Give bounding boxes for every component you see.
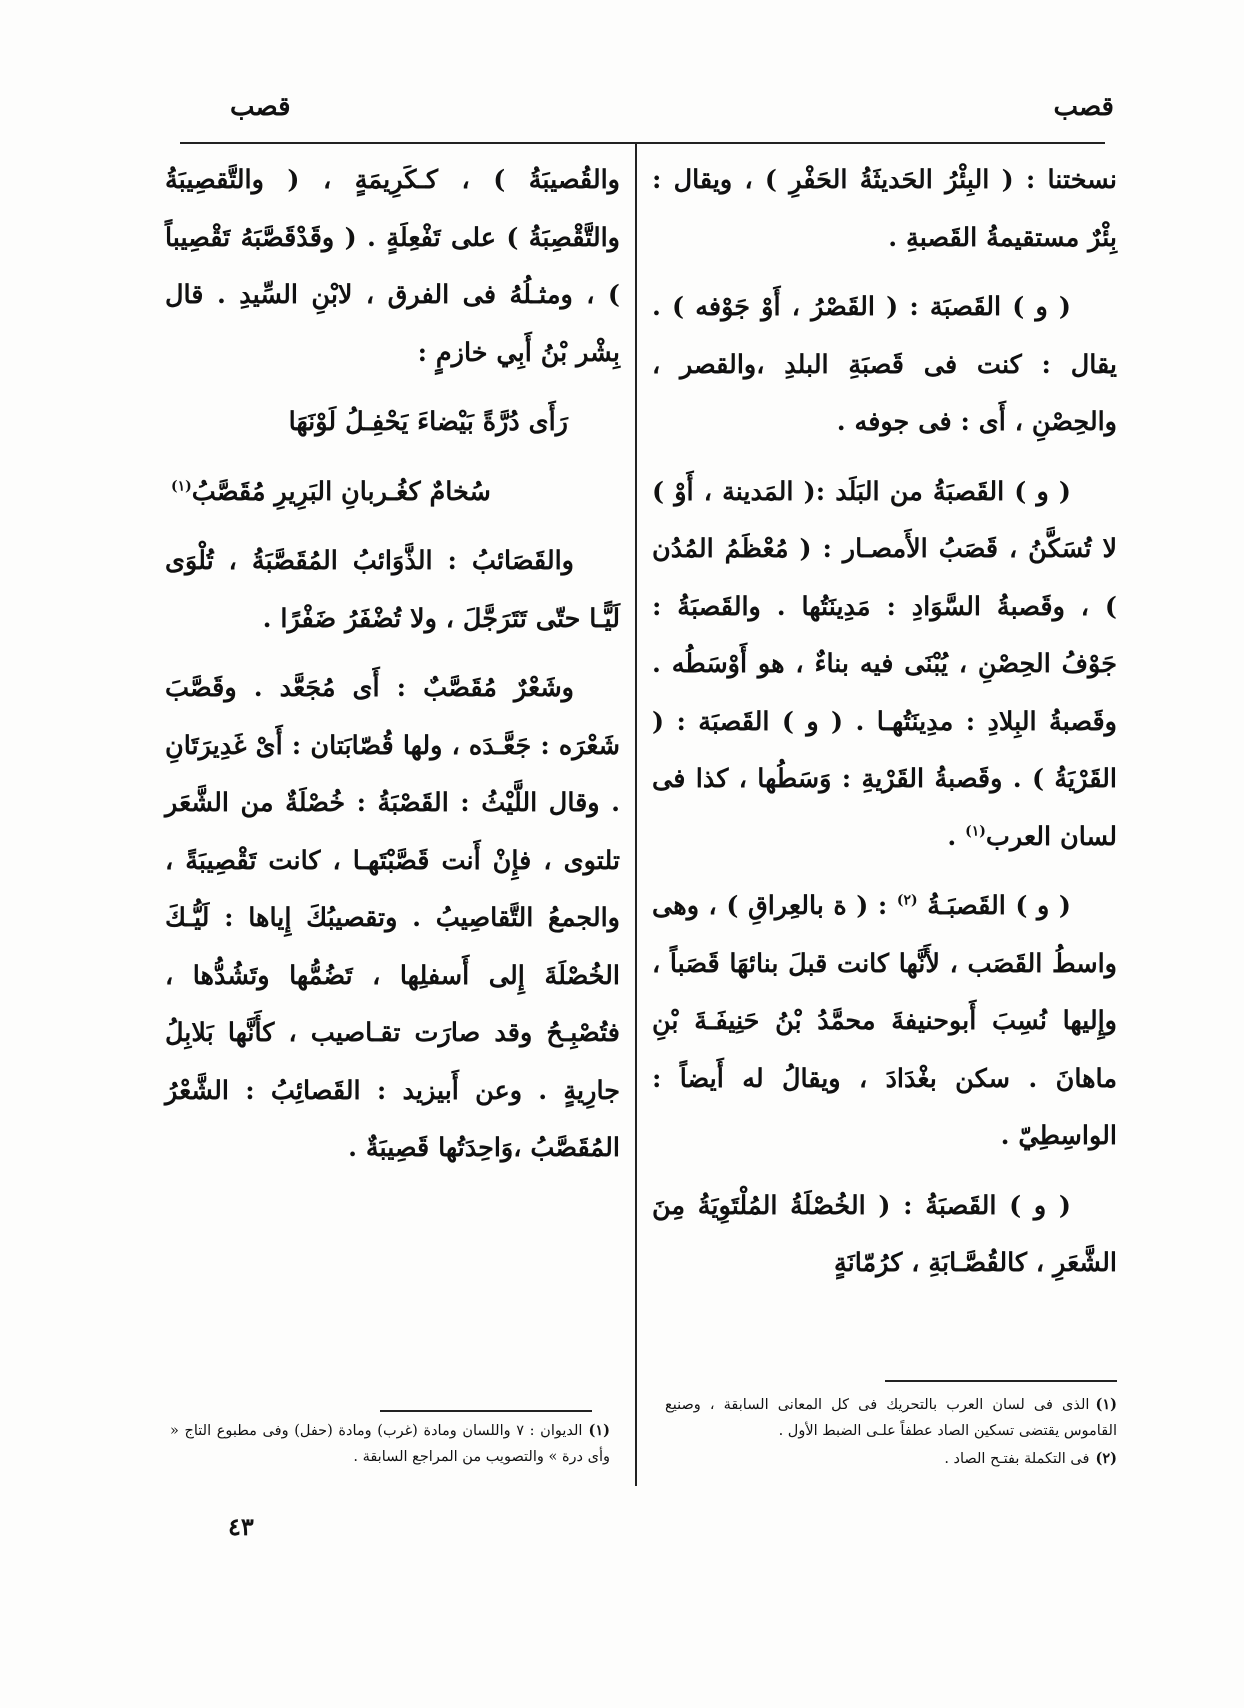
verse-line: سُخامٌ كغُـربانِ البَرِيرِ مُقَصَّبُ$^{(١)}$ <box>171 476 491 507</box>
left-column <box>165 152 620 1190</box>
paragraph: نسختنا : ( البِئْرُ الحَديثَةُ الحَفْرِ ) ، ويقال : بِئْرٌ مستقيمةُ القَصبةِ . <box>652 165 1117 253</box>
paragraph: وشَعْرٌ مُقَصَّبٌ : أَى مُجَعَّد . وقَصَّبَ شَعْرَه : جَعَّـدَه ، ولها قُصّابَتان : أَىْ غَدِيرَتَانِ . وقال اللَّيْثُ : القَصْبَةُ : خُصْلَةٌ من الشَّعَر تلتوى ، فإِنْ أَنت قَصَّبْتَهـا ، كانت تَقْصِيبَةً ، والجمعُ التَّقاصِيبُ . وتقصيبُكَ إِياها : لَيُّـكَ الخُصْلَةَ إِلى أَسفلِها ، تَضُمُّها وتَشُدُّها ، فتُصْبِـحُ وقد صارَت تقـاصيب ، كأَنَّها بَلابِلُ جارِيةٍ . وعن أَبيزيد : القَصائِبُ : الشَّعْرُ المُقَصَّبُ ،وَاحِدَتُها قَصِيبَةٌ . <box>165 673 620 1163</box>
paragraph: ( و ) القَصبَةُ : ( الخُصْلَةُ المُلْتَوِيَةُ مِنَ الشَّعَرِ ، كالقُصَّـابَةِ ، كرُمّانَةٍ <box>652 1190 1117 1278</box>
footnote: (٢)فى التكملة بفتـح الصاد . <box>944 1450 1117 1467</box>
header-rule <box>180 142 1105 144</box>
footnote: (١)الذى فى لسان العرب بالتحريك فى كل المعانى السابقة ، وصنيع القاموس يقتضى تسكين الصاد عطفاً علـى الضبط الأول . <box>665 1396 1117 1439</box>
right-column <box>652 152 1117 1305</box>
paragraph: ( و ) القَصبَةُ من البَلَد :( المَدينة ، أَوْ ) لا تُسَكَّنُ ، قَصَبُ الأَمصـار : ( مُعْظَمُ المُدُن ) ، وقَصبةُ السَّوَادِ : مَدِينَتُها . والقَصبَةُ : جَوْفُ الحِصْنِ ، يُبْنَى فيه بناءٌ ، هو أَوْسَطُه . وقَصبةُ البِلادِ : مدِينَتُهـا . ( و ) القَصبَة : ( القَرْيَةُ ) . وقَصبةُ القَرْيةِ : وَسَطُها ، كذا فى لسان العرب$^{(١)}$ . <box>652 476 1117 852</box>
column-divider <box>635 144 637 1486</box>
paragraph: ( و ) القَصبَة : ( القَصْرُ ، أَوْ جَوْفه ) . يقال : كنت فى قَصبَةِ البلدِ ،والقصر ، والحِصْنِ ، أَى : فى جوفه . <box>652 292 1117 437</box>
page-number: ٤٣ <box>228 1512 254 1541</box>
footnote: (١)الديوان : ٧ واللسان ومادة (غرب) ومادة (حفل) وفى مطبوع التاج « وأى درة » والتصويب من المراجع السابقة . <box>170 1422 610 1465</box>
footnote-marker: (١) <box>171 478 192 494</box>
verse-line: رَأَى دُرَّةً بَيْضاءَ يَحْفِـلُ لَوْنَهَا <box>288 407 568 437</box>
running-header-right: قصب <box>1053 92 1114 122</box>
footnote-rule <box>380 1410 592 1412</box>
paragraph: والقُصيبَةُ ) ، كـكَرِيمَةٍ ، ( والتَّقصِيبَةُ والتَّقْصِبَةُ ) على تَفْعِلَةٍ . ( وقَدْقَصَّبَهُ تَقْصِيباً ) ، ومثـلُهُ فى الفرق ، لابْنِ السِّيدِ . قال بِشْر بْنُ أَبِي خازمٍ : <box>165 165 620 368</box>
footnotes-right <box>665 1392 1117 1474</box>
footnote-rule <box>885 1380 1117 1382</box>
footnotes-left <box>170 1418 610 1472</box>
paragraph: والقَصَائبُ : الذَّوَائبُ المُقَصَّبَةُ ، تُلْوَى لَيًّـا حتّى تَتَرَجَّلَ ، ولا تُضْفَرُ ضَفْرًا . <box>165 546 620 634</box>
footnote-marker: (١) <box>965 823 986 839</box>
footnote-marker: (٢) <box>896 892 918 909</box>
running-header-left: قصب <box>230 92 291 122</box>
paragraph: ( و ) القَصبَـةُ $^{(٢)}$ : ( ة بالعِراقِ ) ، وهى واسطُ القَصَب ، لأَنَّها كانت قبلَ بنائهَا قَصَباً ، وإِليها نُسِبَ أَبوحنيفةَ محمَّدُ بْنُ حَنِيفَـةَ بْنِ ماهانَ . سكن بغْدَادَ ، ويقالُ له أَيضاً : الواسِطِيّ . <box>652 891 1117 1151</box>
